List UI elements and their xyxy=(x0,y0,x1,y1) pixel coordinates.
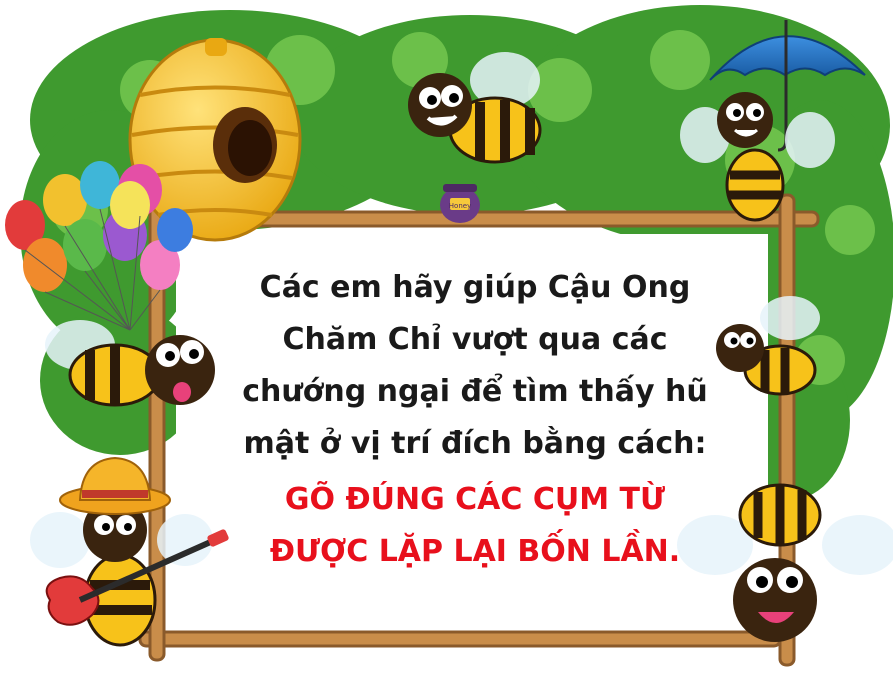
message-line-1: Các em hãy giúp Cậu Ong xyxy=(259,270,691,305)
message-line-2: Chăm Chỉ vượt qua các xyxy=(282,322,668,357)
honey-jar-label: Honey xyxy=(448,202,472,210)
honey-jar-icon xyxy=(440,184,480,223)
instruction-message xyxy=(215,262,735,578)
highlight-line-1: GÕ ĐÚNG CÁC CỤM TỪ xyxy=(284,482,666,517)
message-line-4: mật ở vị trí đích bằng cách: xyxy=(243,426,707,461)
beehive-icon xyxy=(130,38,300,240)
message-line-3: chướng ngại để tìm thấy hũ xyxy=(242,374,708,409)
highlight-line-2: ĐƯỢC LẶP LẠI BỐN LẦN. xyxy=(269,534,681,569)
